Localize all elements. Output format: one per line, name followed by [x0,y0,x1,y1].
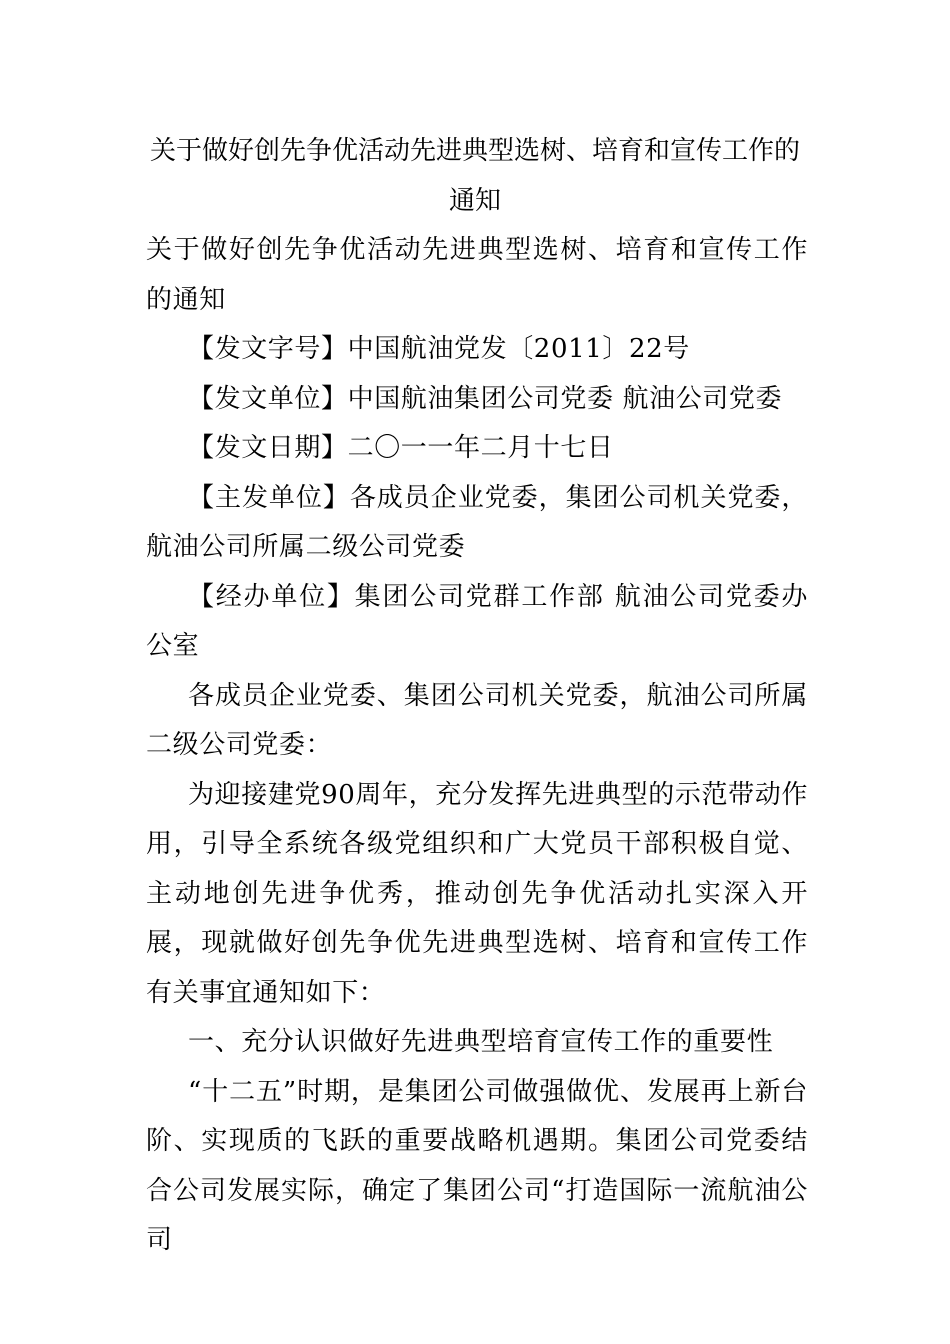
main-recipient-field: 【主发单位】各成员企业党委，集团公司机关党委，航油公司所属二级公司党委 [146,482,808,562]
handling-unit-field: 【经办单位】集团公司党群工作部 航油公司党委办公室 [146,581,808,661]
issuing-unit-field: 【发文单位】中国航油集团公司党委 航油公司党委 [188,383,783,414]
document-title-line-2: 通知 [448,186,501,216]
repeated-title-paragraph: 关于做好创先争优活动先进典型选树、培育和宣传工作的通知 [146,235,808,315]
document-title-line-1: 关于做好创先争优活动先进典型选树、培育和宣传工作的 [149,136,800,166]
intro-paragraph: 为迎接建党90周年，充分发挥先进典型的示范带动作用，引导全系统各级党组织和广大党员干部积极自觉、主动地创先进争优秀，推动创先争优活动扎实深入开展，现就做好创先争优先进典型选树、培育和宣传工作有关事宜通知如下： [146,779,808,1008]
section-1-paragraph: “十二五”时期，是集团公司做强做优、发展再上新台阶、实现质的飞跃的重要战略机遇期。集团公司党委结合公司发展实际，确定了集团公司“打造国际一流航油公司 [146,1076,808,1255]
document-number-field: 【发文字号】中国航油党发〔2011〕22号 [188,334,690,364]
document-body [146,226,808,1266]
section-heading-1: 一、充分认识做好先进典型培育宣传工作的重要性 [188,1027,774,1057]
issue-date-field: 【发文日期】二〇一一年二月十七日 [188,433,614,463]
salutation-paragraph: 各成员企业党委、集团公司机关党委，航油公司所属二级公司党委： [146,680,808,760]
